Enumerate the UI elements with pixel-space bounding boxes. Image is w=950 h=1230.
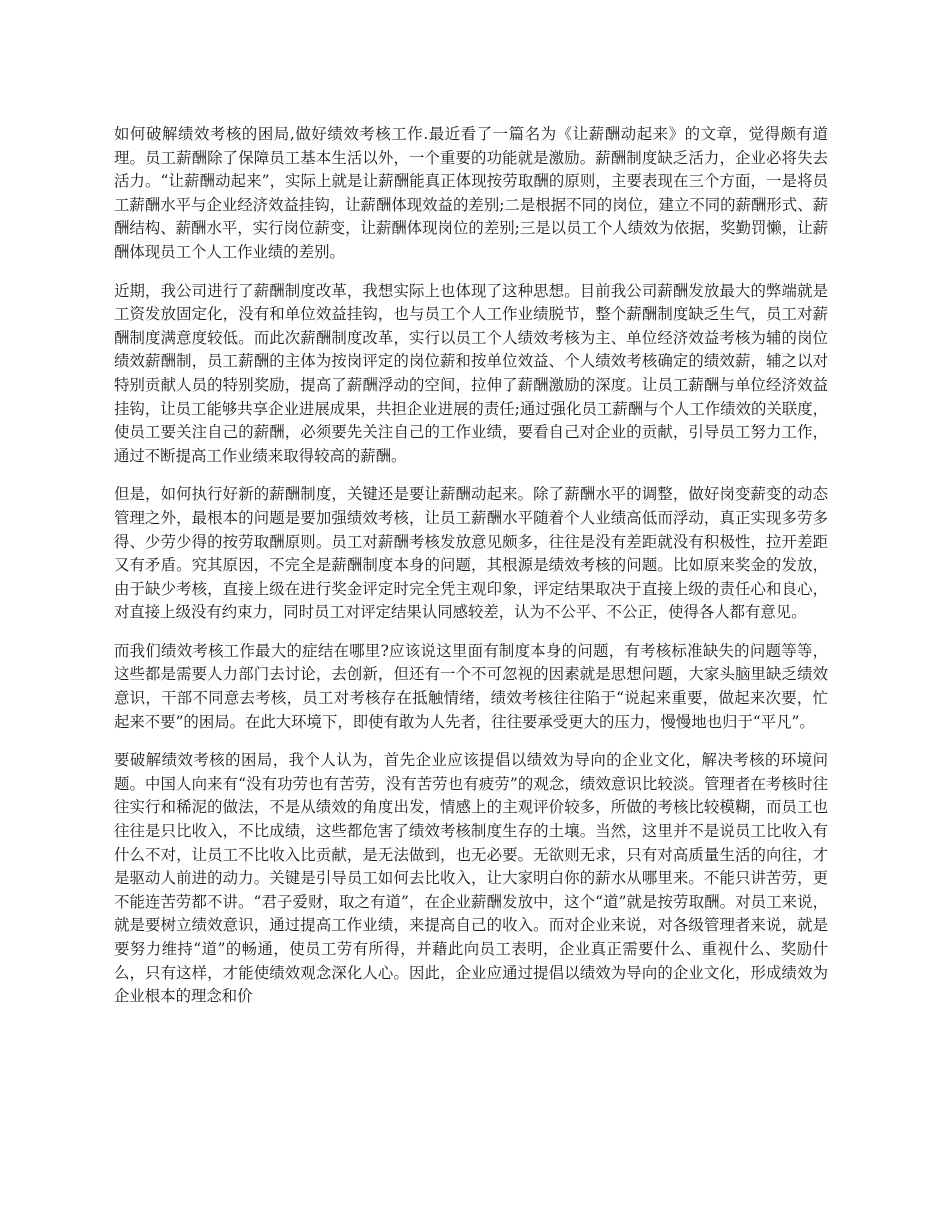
paragraph-4: 而我们绩效考核工作最大的症结在哪里?应该说这里面有制度本身的问题，有考核标准缺失的问题等等，这些都是需要人力部门去讨论，去创新，但还有一个不可忽视的因素就是思想问题，大家头脑里缺乏绩效意识，干部不同意去考核，员工对考核存在抵触情绪，绩效考核往往陷于“说起来重要，做起来次要，忙起来不要”的困局。在此大环境下，即使有敢为人先者，往往要承受更大的压力，慢慢地也归于“平凡”。: [114, 641, 828, 731]
paragraph-5: 要破解绩效考核的困局，我个人认为，首先企业应该提倡以绩效为导向的企业文化，解决考核的环境问题。中国人向来有“没有功劳也有苦劳，没有苦劳也有疲劳”的观念，绩效意识比较淡。管理者在考核时往往实行和稀泥的做法，不是从绩效的角度出发，情感上的主观评价较多，所做的考核比较模糊，而员工也往往是只比收入，不比成绩，这些都危害了绩效考核制度生存的土壤。当然，这里并不是说员工比收入有什么不对，让员工不比收入比贡献，是无法做到，也无必要。无欲则无求，只有对高质量生活的向往，才是驱动人前进的动力。关键是引导员工如何去比收入，让大家明白你的薪水从哪里来。不能只讲苦劳，更不能连苦劳都不讲。“君子爱财，取之有道”，在企业薪酬发放中，这个“道”就是按劳取酬。对员工来说，就是要树立绩效意识，通过提高工作业绩，来提高自己的收入。而对企业来说，对各级管理者来说，就是要努力维持“道”的畅通，使员工劳有所得，并藉此向员工表明，企业真正需要什么、重视什么、奖励什么，只有这样，才能使绩效观念深化人心。因此，企业应通过提倡以绩效为导向的企业文化，形成绩效为企业根本的理念和价: [114, 751, 828, 1006]
paragraph-3: 但是，如何执行好新的薪酬制度，关键还是要让薪酬动起来。除了薪酬水平的调整，做好岗变薪变的动态管理之外，最根本的问题是要加强绩效考核，让员工薪酬水平随着个人业绩高低而浮动，真正实现多劳多得、少劳少得的按劳取酬原则。员工对薪酬考核发放意见颇多，往往是没有差距就没有积极性，拉开差距又有矛盾。究其原因，不完全是薪酬制度本身的问题，其根源是绩效考核的问题。比如原来奖金的发放，由于缺少考核，直接上级在进行奖金评定时完全凭主观印象，评定结果取决于直接上级的责任心和良心，对直接上级没有约束力，同时员工对评定结果认同感较差，认为不公平、不公正，使得各人都有意见。: [114, 485, 828, 622]
paragraph-1: 如何破解绩效考核的困局,做好绩效考核工作.最近看了一篇名为《让薪酬动起来》的文章，觉得颇有道理。员工薪酬除了保障员工基本生活以外，一个重要的功能就是激励。薪酬制度缺乏活力，企业必将失去活力。“让薪酬动起来”，实际上就是让薪酬能真正体现按劳取酬的原则，主要表现在三个方面，一是将员工薪酬水平与企业经济效益挂钩，让薪酬体现效益的差别;二是根据不同的岗位，建立不同的薪酬形式、薪酬结构、薪酬水平，实行岗位薪变，让薪酬体现岗位的差别;三是以员工个人绩效为依据，奖勤罚懒，让薪酬体现员工个人工作业绩的差别。: [114, 125, 828, 261]
paragraph-2: 近期，我公司进行了薪酬制度改革，我想实际上也体现了这种思想。目前我公司薪酬发放最大的弊端就是工资发放固定化，没有和单位效益挂钩，也与员工个人工作业绩脱节，整个薪酬制度缺乏生气，员工对薪酬制度满意度较低。而此次薪酬制度改革，实行以员工个人绩效考核为主、单位经济效益考核为辅的岗位绩效薪酬制，员工薪酬的主体为按岗评定的岗位薪和按单位效益、个人绩效考核确定的绩效薪，辅之以对特别贡献人员的特别奖励，提高了薪酬浮动的空间，拉伸了薪酬激励的深度。让员工薪酬与单位经济效益挂钩，让员工能够共享企业进展成果，共担企业进展的责任;通过强化员工薪酬与个人工作绩效的关联度，使员工要关注自己的薪酬，必须要先关注自己的工作业绩，要看自己对企业的贡献，引导员工努力工作，通过不断提高工作业绩来取得较高的薪酬。: [114, 281, 828, 465]
